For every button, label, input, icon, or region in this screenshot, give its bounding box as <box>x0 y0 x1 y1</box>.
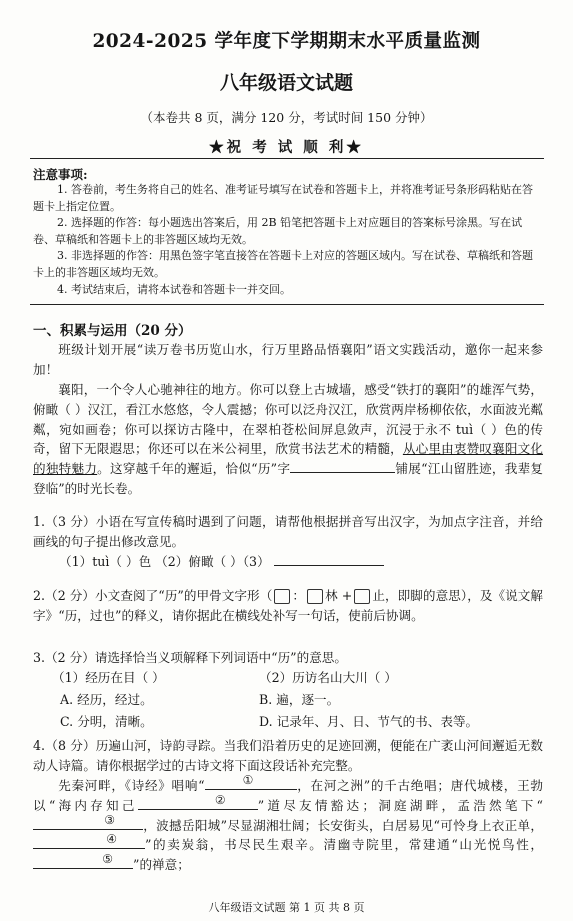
question-2 <box>33 586 543 626</box>
answer-blank-5 <box>33 852 133 869</box>
question-3-item: （1）经历在目（ ） <box>52 670 165 685</box>
passage-text: 铺展“江山留胜迹，我辈复登临”的时光长卷。 <box>33 461 543 496</box>
note-item <box>33 248 541 281</box>
exam-title: 2024-2025 学年度下学期期末水平质量监测 <box>92 31 481 52</box>
option-d: D. 记录年、月、日、节气的书、表等。 <box>259 714 479 729</box>
exam-info: （本卷共 8 页，满分 120 分，考试时间 150 分钟） <box>140 110 433 125</box>
notes-heading: 注意事项: <box>33 167 88 182</box>
question-1-parts <box>33 552 543 572</box>
note-item <box>33 282 541 299</box>
answer-blank <box>274 553 384 566</box>
question-2-text: 止，即脚的意思），及《说文解字》“历，过也”的释义，请你据此在横线处补写一句话，使前后协调。 <box>33 588 543 623</box>
question-3-item: （2）历访名山大川（ ） <box>259 670 397 685</box>
question-4-text <box>33 773 543 875</box>
option-a: A. 经历，经过。 <box>60 692 153 707</box>
option-c: C. 分明，清晰。 <box>60 714 153 729</box>
page-footer: 八年级语文试题 第 1 页 共 8 页 <box>208 901 365 914</box>
blank-marker: ③ <box>104 812 115 827</box>
foot-glyph-icon <box>354 589 370 604</box>
note-text: 4. 考试结束后，请将本试卷和答题卡一并交回。 <box>57 283 291 296</box>
underlined-sentence: 从心里由衷赞叹襄阳文化的独特魅力 <box>33 441 544 477</box>
q4-segment: ，波撼岳阳城”尽显湖湘壮阔；长安街头，白居易见“可怜身上衣正单， <box>143 817 543 833</box>
answer-blank-4 <box>33 832 145 849</box>
divider-bottom <box>30 304 544 305</box>
blank-marker: ⑤ <box>102 852 113 867</box>
answer-blank-1 <box>205 773 297 790</box>
section-heading: 一、积累与运用（20 分） <box>33 323 192 339</box>
question-2-text: ： <box>292 588 306 603</box>
q4-segment: ”的禅意； <box>133 857 190 873</box>
exam-subtitle: 八年级语文试题 <box>219 72 353 94</box>
answer-blank-2 <box>138 792 258 810</box>
blank-marker: ④ <box>106 832 117 847</box>
passage-text: 襄阳，一个令人心驰神往的地方。你可以登上古城墙，感受“铁打的襄阳”的雄浑气势，俯瞰（ ）汉江，看江水悠悠，令人震撼；你可以泛舟汉江，欣赏两岸杨柳依依，水面波光粼粼，宛如画卷；你可以探访古隆中，在翠柏苍松间屏息敛声，沉浸于永不 tuì（ ）色的传奇，留下无限遐思；你还可以在米公祠里，欣赏书法艺术的精髓， <box>33 382 543 457</box>
oracle-bone-glyph-icon <box>274 589 290 604</box>
question-1-parts-text: （1）tuì（ ）色 （2）俯瞰（ ）（3） <box>59 554 270 569</box>
q4-segment: ，在河之洲”的千古绝唱；唐代城楼，王勃以“海内存知己 <box>33 778 543 813</box>
q4-segment: 先秦河畔，《诗经》唱响“ <box>58 778 205 793</box>
note-item <box>33 182 541 215</box>
good-luck-banner: ★祝 考 试 顺 利★ <box>209 139 364 156</box>
activity-intro: 班级计划开展“读万卷书历览山水，行万里路品悟襄阳”语文实践活动，邀你一起来参加！ <box>33 342 543 377</box>
question-2-text: 2.（2 分）小文查阅了“历”的甲骨文字形（ <box>33 588 273 603</box>
passage-text: 。这穿越千年的邂逅，恰似“历”字 <box>97 461 291 477</box>
note-item <box>33 215 541 248</box>
question-2-text: 林 + <box>325 588 353 603</box>
q4-segment: ”道尽友情豁达；洞庭湖畔，孟浩然笔下“ <box>257 797 543 813</box>
blank-marker: ① <box>242 773 254 787</box>
answer-blank-3 <box>33 812 143 830</box>
note-text: 1. 答卷前，考生务将自己的姓名、准考证号填写在试卷和答题卡上，并将准考证号条形码粘贴在答题卡上指定位置。 <box>33 183 533 213</box>
question-4: 4.（8 分）历遍山河，诗韵寻踪。当我们沿着历史的足迹回溯，便能在广袤山河间邂逅无数动人诗篇。请你根据学过的古诗文将下面这段话补充完整。 <box>33 738 543 773</box>
q4-segment: ”的卖炭翁，书尽民生艰辛。清幽寺院里，常建通“山光悦鸟性， <box>145 837 543 853</box>
question-3: 3.（2 分）请选择恰当义项解释下列词语中“历”的意思。 <box>33 650 347 665</box>
blank-marker: ② <box>214 792 226 807</box>
answer-blank <box>290 460 395 473</box>
divider-top <box>30 158 544 159</box>
note-text: 2. 选择题的作答：每小题选出答案后，用 2B 铅笔把答题卡上对应题目的答案标号涂黑。写在试卷、草稿纸和答题卡上的非答题区域均无效。 <box>33 216 523 246</box>
note-text: 3. 非选择题的作答：用黑色签字笔直接答在答题卡上对应的答题区域内。写在试卷、草稿纸和答题卡上的非答题区域均无效。 <box>33 249 533 279</box>
question-1: 1.（3 分）小语在写宣传稿时遇到了问题，请帮他根据拼音写出汉字，为加点字注音，并给画线的句子提出修改意见。 <box>33 514 543 549</box>
forest-glyph-icon <box>307 589 323 604</box>
option-b: B. 遍，逐一。 <box>259 692 340 707</box>
reading-passage <box>33 380 543 499</box>
